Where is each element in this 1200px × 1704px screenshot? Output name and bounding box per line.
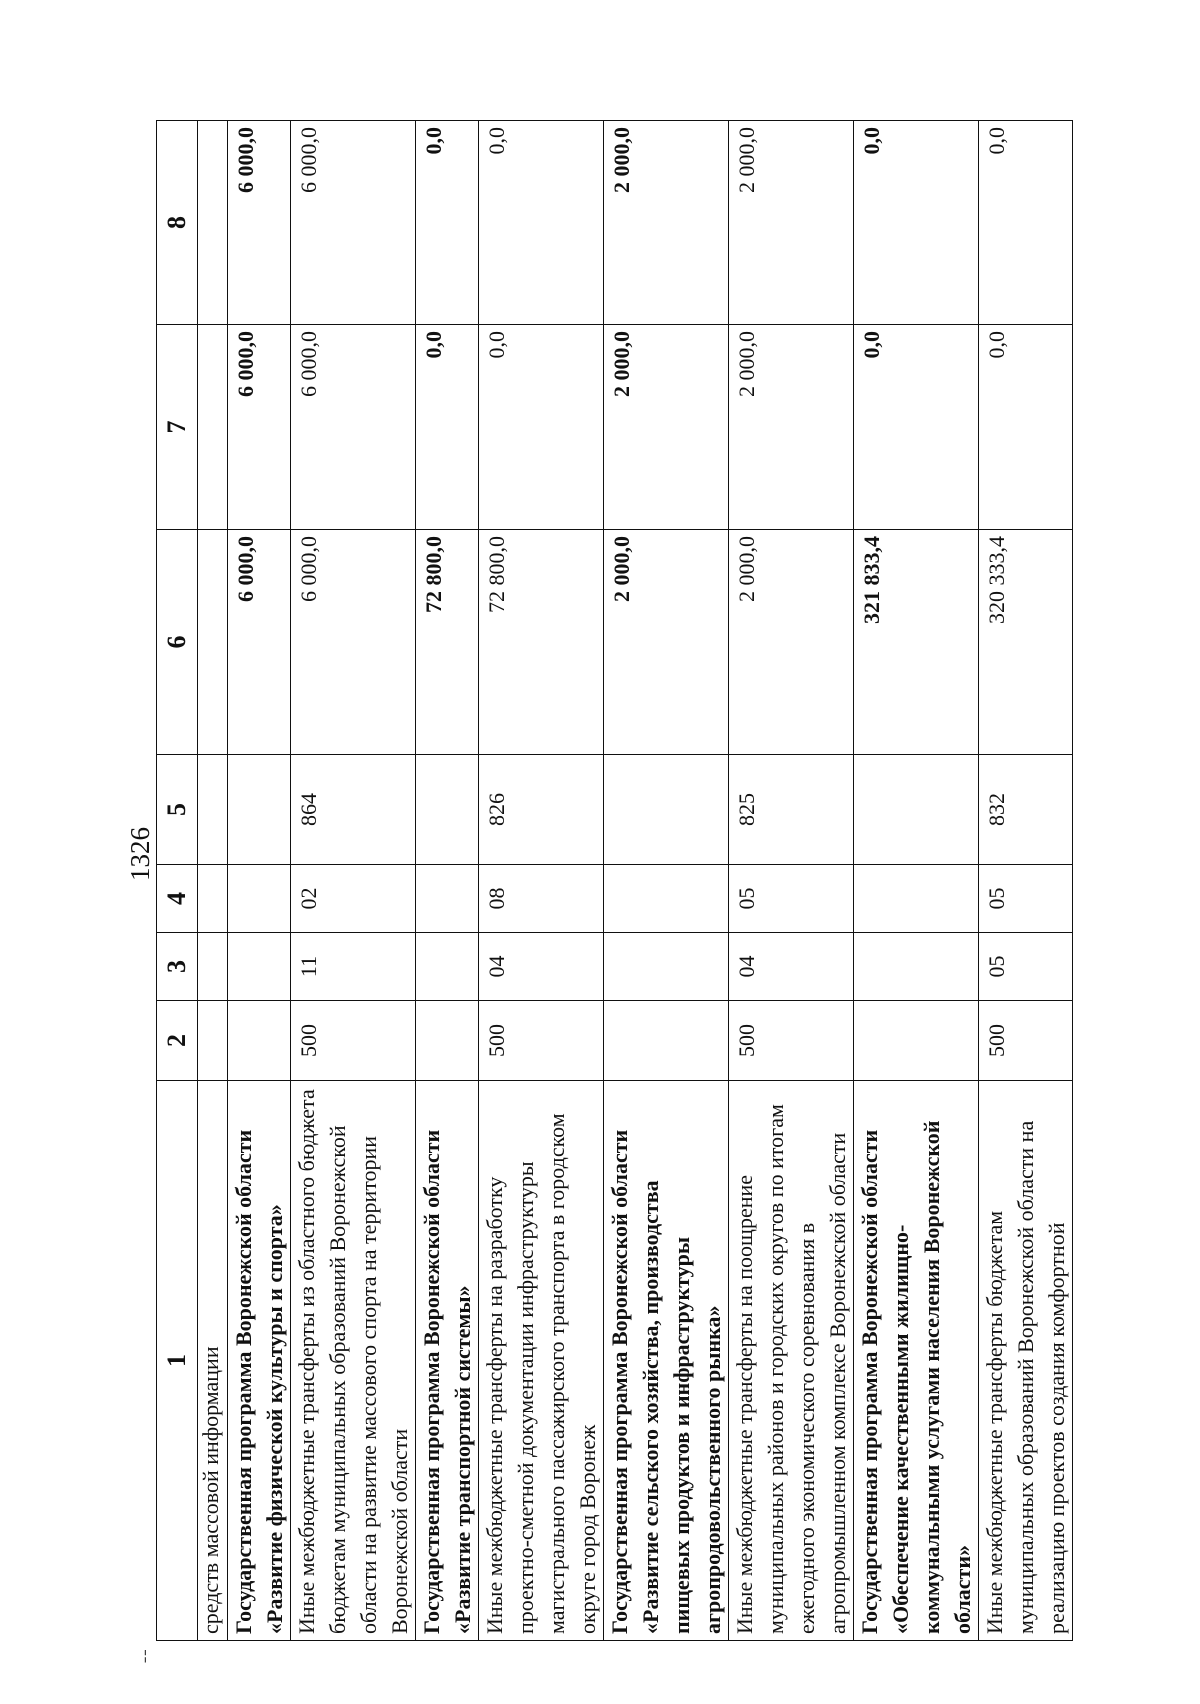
cell-col-6: 72 800,0 [416, 530, 479, 755]
table-row [291, 121, 416, 1641]
cell-col-4 [416, 865, 479, 933]
cell-col-7: 2 000,0 [604, 325, 729, 530]
row-description: Государственная программа Воронежской области «Обеспечение качественными жилищно-коммунальными услугами населения Воронежской области» [854, 1081, 979, 1641]
cell-col-3 [604, 933, 729, 1001]
row-description: Иные межбюджетные трансферты из областного бюджета бюджетам муниципальных образований Воронежской области на развитие массового спорта на территории Воронежской области [291, 1081, 416, 1641]
cell-col-6 [198, 530, 228, 755]
budget-table [156, 120, 1073, 1641]
cell-col-5 [198, 755, 228, 865]
column-header-7: 7 [157, 325, 198, 530]
cell-col-8: 0,0 [479, 121, 604, 325]
cell-col-5: 825 [729, 755, 854, 865]
cell-col-8: 6 000,0 [228, 121, 291, 325]
cell-col-8: 6 000,0 [291, 121, 416, 325]
cell-col-8 [198, 121, 228, 325]
margin-mark: ¦ [143, 1648, 148, 1664]
cell-col-5: 826 [479, 755, 604, 865]
cell-col-8: 2 000,0 [604, 121, 729, 325]
table-body [198, 121, 1073, 1641]
cell-col-3 [228, 933, 291, 1001]
cell-col-6: 6 000,0 [291, 530, 416, 755]
cell-col-2: 500 [479, 1001, 604, 1081]
row-description: Государственная программа Воронежской области «Развитие транспортной системы» [416, 1081, 479, 1641]
cell-col-2: 500 [291, 1001, 416, 1081]
cell-col-8: 0,0 [854, 121, 979, 325]
cell-col-7: 2 000,0 [729, 325, 854, 530]
cell-col-8: 0,0 [979, 121, 1073, 325]
cell-col-6: 2 000,0 [729, 530, 854, 755]
table-row [979, 121, 1073, 1641]
cell-col-2: 500 [979, 1001, 1073, 1081]
cell-col-3: 04 [729, 933, 854, 1001]
cell-col-3 [198, 933, 228, 1001]
cell-col-7: 6 000,0 [291, 325, 416, 530]
table-row [198, 121, 228, 1641]
cell-col-2 [854, 1001, 979, 1081]
table-row [729, 121, 854, 1641]
column-header-5: 5 [157, 755, 198, 865]
column-header-8: 8 [157, 121, 198, 325]
table-row [228, 121, 291, 1641]
cell-col-6: 72 800,0 [479, 530, 604, 755]
cell-col-6: 320 333,4 [979, 530, 1073, 755]
cell-col-5: 864 [291, 755, 416, 865]
cell-col-3 [854, 933, 979, 1001]
cell-col-2 [604, 1001, 729, 1081]
cell-col-7: 0,0 [979, 325, 1073, 530]
cell-col-8: 0,0 [416, 121, 479, 325]
table-row [854, 121, 979, 1641]
cell-col-5 [416, 755, 479, 865]
cell-col-6: 2 000,0 [604, 530, 729, 755]
table-row [604, 121, 729, 1641]
table-row [416, 121, 479, 1641]
cell-col-2: 500 [729, 1001, 854, 1081]
column-header-6: 6 [157, 530, 198, 755]
table-row [479, 121, 604, 1641]
column-header-1: 1 [157, 1081, 198, 1641]
cell-col-5 [604, 755, 729, 865]
cell-col-2 [198, 1001, 228, 1081]
cell-col-4: 05 [729, 865, 854, 933]
cell-col-7: 0,0 [479, 325, 604, 530]
column-header-2: 2 [157, 1001, 198, 1081]
cell-col-2 [416, 1001, 479, 1081]
cell-col-4 [604, 865, 729, 933]
row-description: Иные межбюджетные трансферты бюджетам муниципальных образований Воронежской области на реализацию проектов создания комфортной [979, 1081, 1073, 1641]
column-header-3: 3 [157, 933, 198, 1001]
cell-col-4: 08 [479, 865, 604, 933]
column-header-4: 4 [157, 865, 198, 933]
cell-col-4 [854, 865, 979, 933]
cell-col-5 [854, 755, 979, 865]
cell-col-4 [198, 865, 228, 933]
cell-col-5 [228, 755, 291, 865]
cell-col-7: 0,0 [416, 325, 479, 530]
rotated-page [120, 121, 1090, 1641]
row-description: Иные межбюджетные трансферты на поощрение муниципальных районов и городских округов по итогам ежегодного экономического соревнования в агропромышленном комплексе Воронежской области [729, 1081, 854, 1641]
cell-col-7 [198, 325, 228, 530]
cell-col-3: 11 [291, 933, 416, 1001]
cell-col-2 [228, 1001, 291, 1081]
cell-col-7: 0,0 [854, 325, 979, 530]
cell-col-3 [416, 933, 479, 1001]
row-description: Государственная программа Воронежской области «Развитие физической культуры и спорта» [228, 1081, 291, 1641]
row-description: Иные межбюджетные трансферты на разработку проектно-сметной документации инфраструктуры магистрального пассажирского транспорта в городском округе город Воронеж [479, 1081, 604, 1641]
cell-col-3: 04 [479, 933, 604, 1001]
cell-col-5: 832 [979, 755, 1073, 865]
cell-col-6: 321 833,4 [854, 530, 979, 755]
cell-col-6: 6 000,0 [228, 530, 291, 755]
row-description: Государственная программа Воронежской области «Развитие сельского хозяйства, производства пищевых продуктов и инфраструктуры агропродовольственного рынка» [604, 1081, 729, 1641]
cell-col-4: 05 [979, 865, 1073, 933]
cell-col-4: 02 [291, 865, 416, 933]
cell-col-4 [228, 865, 291, 933]
page-number: 1326 [125, 827, 155, 881]
cell-col-3: 05 [979, 933, 1073, 1001]
cell-col-8: 2 000,0 [729, 121, 854, 325]
row-description: средств массовой информации [198, 1081, 228, 1641]
header-row [157, 121, 198, 1641]
cell-col-7: 6 000,0 [228, 325, 291, 530]
